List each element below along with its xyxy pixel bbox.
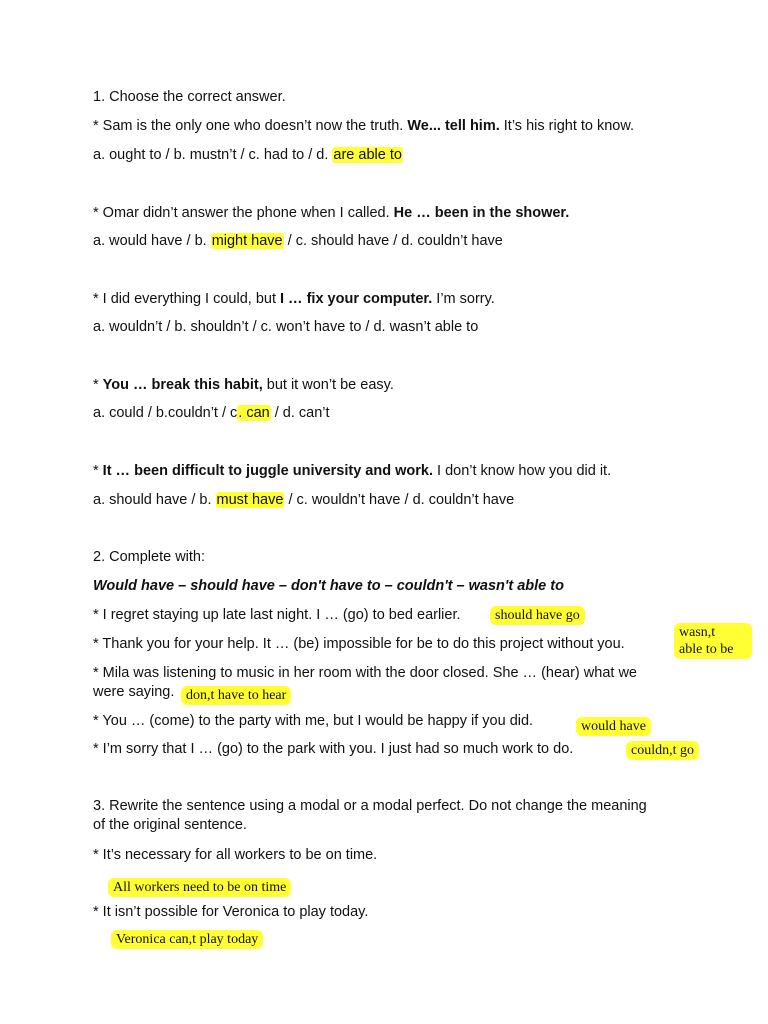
options-text: a. ought to / b. mustn’t / c. had to / d.	[93, 147, 333, 163]
question-1-2	[93, 204, 569, 222]
question-2-5: * I’m sorry that I … (go) to the park with you. I just had so much work to do.	[93, 741, 574, 757]
options-1-2	[93, 232, 503, 250]
options-1-4	[93, 404, 330, 422]
section-3-title-line1: 3. Rewrite the sentence using a modal or a modal perfect. Do not change the meaning	[93, 798, 647, 814]
highlighted-answer: must have	[216, 492, 284, 508]
question-bold-text: He … been in the shower.	[393, 205, 570, 221]
question-text: It’s his right to know.	[499, 118, 635, 134]
options-text: / d. can’t	[270, 405, 330, 421]
question-bold-text: I … fix your computer.	[280, 291, 433, 307]
options-1-3: a. wouldn’t / b. shouldn’t / c. won’t have to / d. wasn’t able to	[93, 319, 479, 335]
question-text: I’m sorry.	[432, 291, 495, 307]
handwritten-answer-line: able to be	[679, 642, 734, 657]
question-1-3	[93, 290, 495, 308]
handwritten-answer: don,t have to hear	[181, 686, 291, 705]
highlighted-answer: . can	[238, 405, 270, 421]
highlighted-answer: might have	[211, 233, 283, 249]
handwritten-answer: should have go	[490, 606, 585, 625]
handwritten-answer	[674, 623, 752, 659]
section-3-title-line2: of the original sentence.	[93, 817, 247, 833]
handwritten-answer: All workers need to be on time	[108, 878, 291, 897]
question-2-3-line1: * Mila was listening to music in her room with the door closed. She … (hear) what we	[93, 665, 637, 681]
question-2-2: * Thank you for your help. It … (be) impossible for be to do this project without you.	[93, 636, 625, 652]
options-text: / c. wouldn’t have / d. couldn’t have	[284, 492, 515, 508]
section-2-title: 2. Complete with:	[93, 549, 206, 565]
options-text: / c. should have / d. couldn’t have	[283, 233, 503, 249]
question-2-1: * I regret staying up late last night. I … (go) to bed earlier.	[93, 607, 461, 623]
question-1-1	[93, 117, 634, 135]
question-1-5	[93, 462, 611, 480]
question-bold-text: We... tell him.	[407, 118, 500, 134]
question-text: * Omar didn’t answer the phone when I called.	[93, 205, 394, 221]
section-1-title: 1. Choose the correct answer.	[93, 89, 286, 105]
question-text: * I did everything I could, but	[93, 291, 280, 307]
question-text: I don’t know how you did it.	[432, 463, 612, 479]
question-1-4	[93, 376, 394, 394]
question-text: *	[93, 377, 103, 393]
highlighted-answer: are able to	[333, 147, 402, 163]
options-text: a. could / b.couldn’t / c	[93, 405, 238, 421]
section-2-options: Would have – should have – don't have to – couldn't – wasn't able to	[93, 578, 564, 594]
question-3-1: * It’s necessary for all workers to be on time.	[93, 847, 378, 863]
question-bold-text: It … been difficult to juggle university and work.	[102, 463, 433, 479]
handwritten-answer: couldn,t go	[626, 741, 699, 760]
question-2-4: * You … (come) to the party with me, but I would be happy if you did.	[93, 713, 534, 729]
options-1-5	[93, 491, 514, 509]
options-text: a. would have / b.	[93, 233, 211, 249]
question-text: *	[93, 463, 103, 479]
question-bold-text: You … break this habit,	[102, 377, 263, 393]
question-3-2: * It isn’t possible for Veronica to play today.	[93, 904, 369, 920]
options-1-1	[93, 146, 403, 164]
question-2-3-line2: were saying.	[93, 684, 175, 700]
question-text: but it won’t be easy.	[262, 377, 394, 393]
question-text: * Sam is the only one who doesn’t now the truth.	[93, 118, 408, 134]
handwritten-answer: Veronica can,t play today	[111, 930, 263, 949]
handwritten-answer-line: wasn,t	[679, 625, 716, 640]
handwritten-answer: would have	[576, 717, 651, 736]
options-text: a. should have / b.	[93, 492, 216, 508]
